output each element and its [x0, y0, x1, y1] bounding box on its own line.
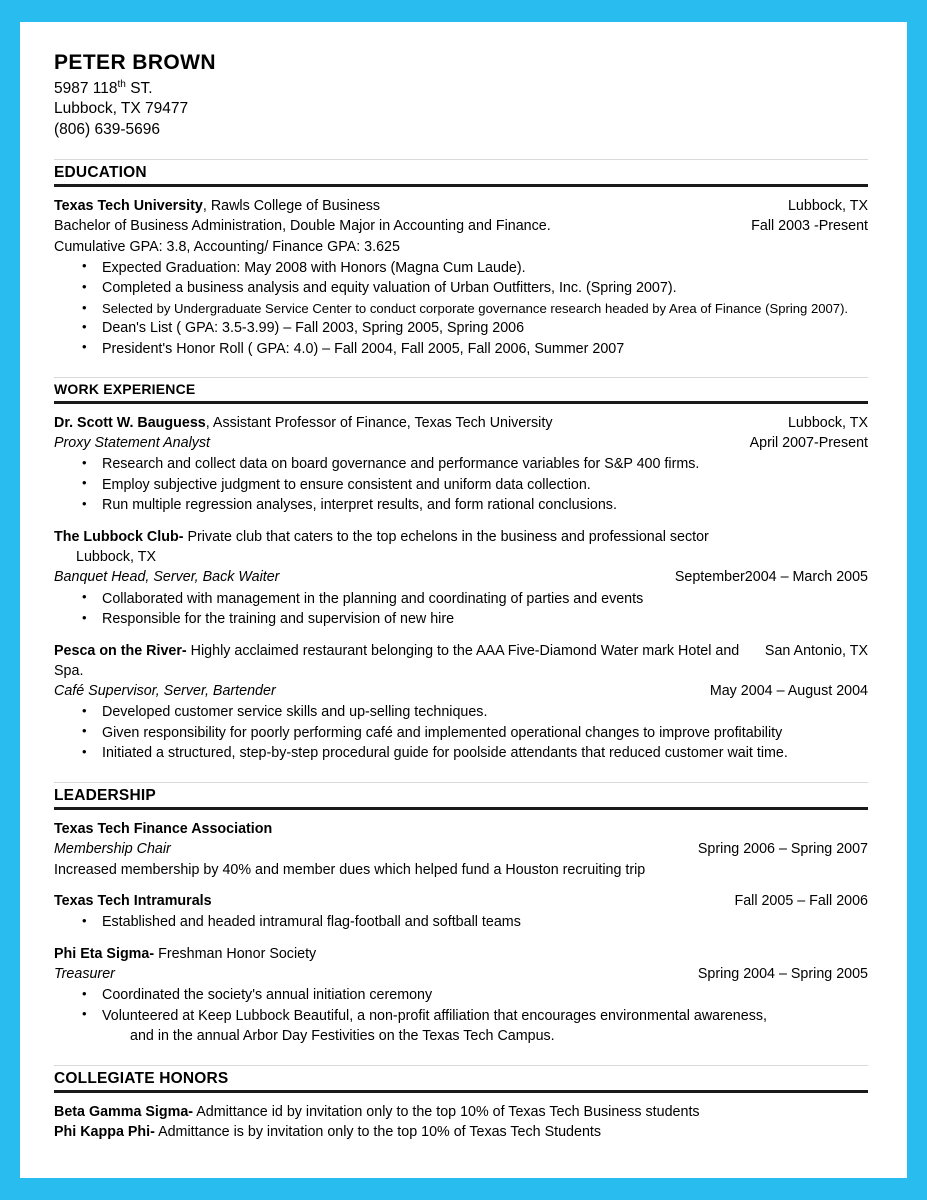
education-org — [54, 196, 788, 216]
work-role-row — [54, 681, 868, 701]
leadership-role: Membership Chair — [54, 841, 171, 858]
city-state-zip: Lubbock, TX 79477 — [54, 100, 189, 118]
list-item: • Completed a business analysis and equity valuation of Urban Outfitters, Inc. (Spring 2007). — [54, 278, 868, 298]
education-degree: Bachelor of Business Administration, Double Major in Accounting and Finance. — [54, 218, 551, 235]
section-heading-collegiate-honors: COLLEGIATE HONORS — [54, 1065, 868, 1093]
leadership-role: Treasurer — [54, 966, 115, 983]
work-dates: April 2007-Present — [749, 435, 868, 452]
section-body-work-experience — [54, 404, 868, 764]
list-item: • Initiated a structured, step-by-step procedural guide for poolside attendants that reduced customer wait time. — [54, 743, 868, 763]
work-role: Café Supervisor, Server, Bartender — [54, 683, 276, 700]
work-employer-desc: Highly acclaimed restaurant belonging to the AAA Five-Diamond Water mark Hotel and Spa. — [54, 642, 740, 679]
phone-number: (806) 639-5696 — [54, 121, 160, 139]
honor-name: Phi Kappa Phi- — [54, 1124, 155, 1141]
work-bullet-list — [54, 589, 868, 630]
work-role: Proxy Statement Analyst — [54, 435, 211, 452]
list-item-line-1: Volunteered at Keep Lubbock Beautiful, a non-profit affiliation that encourages environmental awareness, — [102, 1007, 767, 1024]
leadership-bullet-list — [54, 985, 868, 1046]
candidate-name: PETER BROWN — [54, 51, 216, 74]
leadership-org-row — [54, 891, 868, 911]
work-org-row — [54, 641, 868, 682]
education-school-name: Texas Tech University — [54, 198, 203, 215]
list-item: • President's Honor Roll ( GPA: 4.0) – Fall 2004, Fall 2005, Fall 2006, Summer 2007 — [54, 339, 868, 359]
work-location: San Antonio, TX — [764, 642, 868, 659]
leadership-entry — [54, 891, 868, 933]
honor-desc: Admittance is by invitation only to the top 10% of Texas Tech Students — [154, 1124, 602, 1141]
section-body-leadership — [54, 810, 868, 1047]
work-employer-desc: Private club that caters to the top echelons in the business and professional sector — [183, 528, 709, 545]
section-body-collegiate-honors — [54, 1093, 868, 1143]
list-item: • Selected by Undergraduate Service Center to conduct corporate governance research headed by Area of Finance (Spring 2007). — [54, 299, 868, 319]
list-item: • Given responsibility for poorly performing café and implemented operational changes to improve profitability — [54, 723, 868, 743]
education-dates: Fall 2003 -Present — [751, 218, 868, 235]
leadership-note: Increased membership by 40% and member dues which helped fund a Houston recruiting trip — [54, 861, 646, 878]
leadership-entry — [54, 944, 868, 1047]
leadership-entry — [54, 819, 868, 880]
work-role-row — [54, 433, 868, 453]
honor-item — [54, 1102, 868, 1122]
honor-name: Beta Gamma Sigma- — [54, 1104, 194, 1121]
work-entry — [54, 413, 868, 516]
street-address — [54, 79, 868, 100]
work-org — [54, 413, 788, 433]
work-employer: Pesca on the River- — [54, 642, 187, 659]
section-body-education — [54, 187, 868, 359]
list-item: • Developed customer service skills and up-selling techniques. — [54, 702, 868, 722]
leadership-role-row — [54, 964, 868, 984]
education-gpa: Cumulative GPA: 3.8, Accounting/ Finance GPA: 3.625 — [54, 238, 400, 255]
leadership-org: Texas Tech Intramurals — [54, 893, 212, 909]
list-item: • Employ subjective judgment to ensure consistent and uniform data collection. — [54, 475, 868, 495]
leadership-role-row — [54, 839, 868, 859]
section-work-experience — [54, 377, 868, 763]
section-education — [54, 159, 868, 360]
education-college: , Rawls College of Business — [202, 198, 381, 215]
work-org — [54, 641, 765, 682]
resume-header — [54, 50, 868, 141]
work-employer: Dr. Scott W. Bauguess — [54, 414, 206, 431]
list-item-line-2: and in the annual Arbor Day Festivities on the Texas Tech Campus. — [130, 1028, 555, 1045]
work-bullet-list — [54, 454, 868, 515]
street-suffix: ST. — [125, 79, 153, 97]
work-employer-desc: , Assistant Professor of Finance, Texas Tech University — [205, 414, 553, 431]
leadership-org: Texas Tech Finance Association — [54, 821, 273, 838]
work-bullet-list — [54, 702, 868, 763]
work-org-row — [54, 413, 868, 433]
work-dates: May 2004 – August 2004 — [709, 683, 868, 700]
work-org-row — [54, 527, 868, 547]
leadership-dates: Spring 2004 – Spring 2005 — [697, 966, 868, 983]
education-degree-row — [54, 216, 868, 236]
list-item: • Coordinated the society's annual initiation ceremony — [54, 985, 868, 1005]
section-heading-education: EDUCATION — [54, 159, 868, 187]
education-bullet-list — [54, 258, 868, 359]
street-number: 5987 118 — [54, 79, 118, 97]
work-role-row — [54, 567, 868, 587]
work-org — [54, 527, 868, 547]
leadership-org-desc: Freshman Honor Society — [154, 945, 317, 962]
honor-desc: Admittance id by invitation only to the top 10% of Texas Tech Business students — [193, 1104, 700, 1121]
leadership-bullet-list — [54, 912, 868, 932]
section-heading-leadership: LEADERSHIP — [54, 782, 868, 810]
list-item: • Run multiple regression analyses, interpret results, and form rational conclusions. — [54, 495, 868, 515]
leadership-dates: Fall 2005 – Fall 2006 — [734, 893, 868, 909]
list-item: • Research and collect data on board governance and performance variables for S&P 400 firms. — [54, 454, 868, 474]
honor-item — [54, 1122, 868, 1142]
leadership-org-name: Phi Eta Sigma- — [54, 945, 155, 962]
section-leadership — [54, 782, 868, 1047]
list-item — [54, 1006, 868, 1047]
work-entry — [54, 641, 868, 764]
work-entry — [54, 527, 868, 630]
street-ordinal: th — [117, 78, 126, 90]
list-item: • Collaborated with management in the planning and coordinating of parties and events — [54, 589, 868, 609]
education-org-row — [54, 196, 868, 216]
work-employer: The Lubbock Club- — [54, 528, 184, 545]
list-item: • Responsible for the training and supervision of new hire — [54, 609, 868, 629]
leadership-dates: Spring 2006 – Spring 2007 — [697, 841, 868, 858]
work-dates: September2004 – March 2005 — [674, 569, 868, 586]
work-location: Lubbock, TX — [787, 414, 868, 431]
section-collegiate-honors — [54, 1065, 868, 1143]
list-item: • Dean's List ( GPA: 3.5-3.99) – Fall 2003, Spring 2005, Spring 2006 — [54, 318, 868, 338]
work-role: Banquet Head, Server, Back Waiter — [54, 569, 280, 586]
list-item: • Established and headed intramural flag-football and softball teams — [54, 912, 868, 932]
work-location: Lubbock, TX — [76, 549, 157, 566]
list-item: • Expected Graduation: May 2008 with Honors (Magna Cum Laude). — [54, 258, 868, 278]
education-location: Lubbock, TX — [787, 198, 868, 215]
section-heading-work-experience: WORK EXPERIENCE — [54, 377, 868, 404]
leadership-org — [54, 944, 868, 964]
resume-page — [20, 22, 907, 1178]
education-entry — [54, 196, 868, 359]
